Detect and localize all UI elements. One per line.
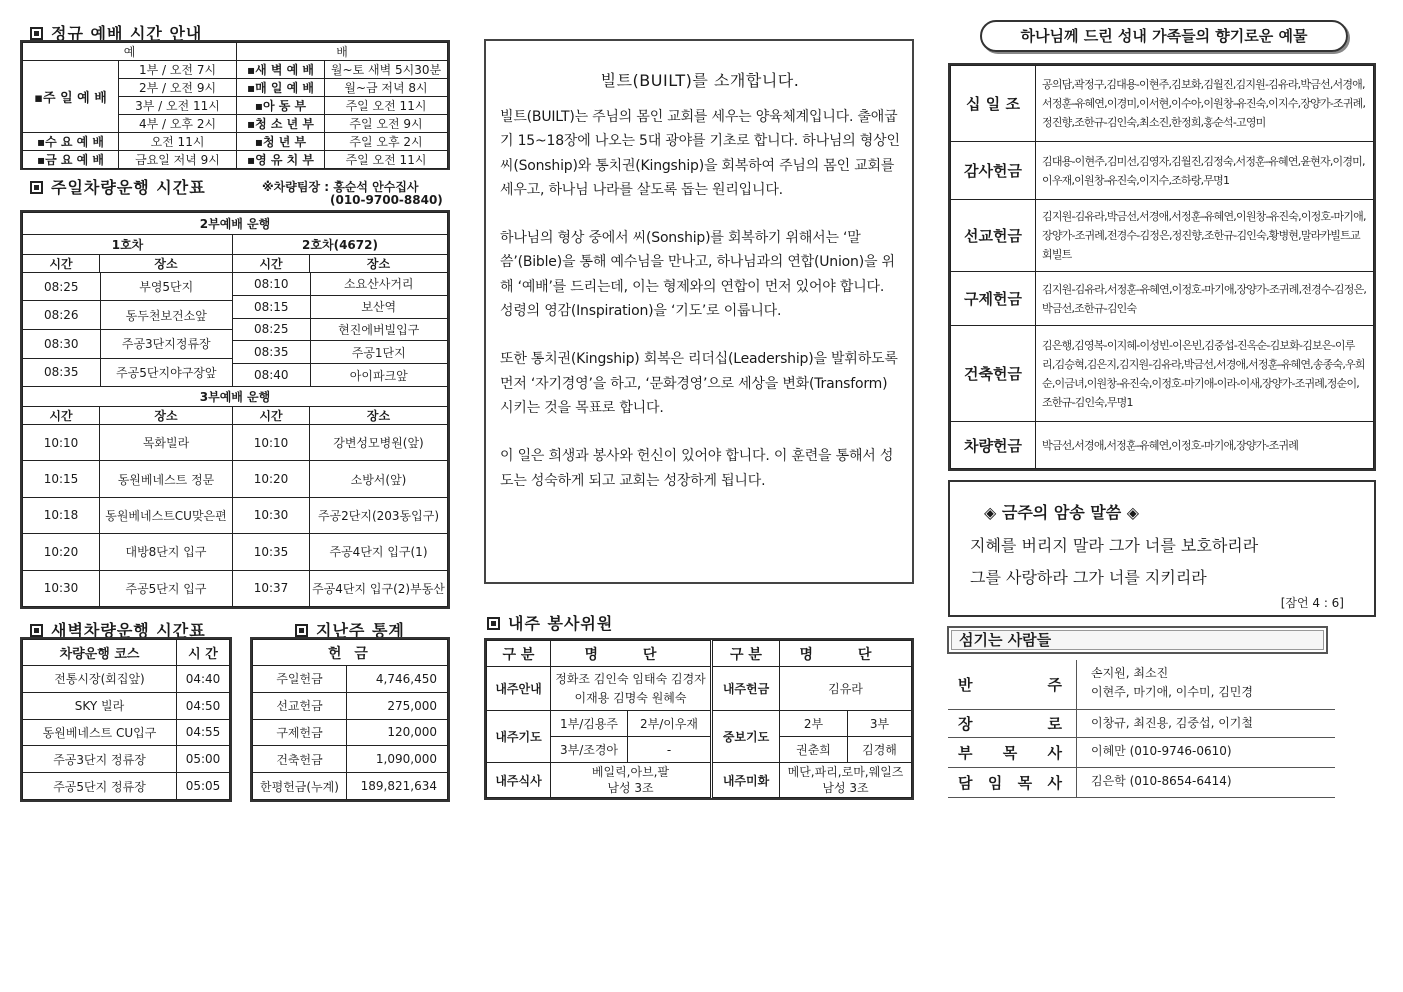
verse-box (948, 480, 1376, 617)
col-list: 명 단 (780, 641, 912, 667)
meal-names: 베일릭,아브,팔 남성 3조 (551, 763, 712, 798)
third-time: 10:35 (233, 534, 310, 570)
people-label: 담 임 목 사 (958, 774, 1062, 792)
giving-label: 선교헌금 (951, 200, 1036, 272)
intro-paragraph: 이 일은 희생과 봉사와 헌신이 있어야 합니다. 이 훈련을 통해서 성도는 성숙하게 되고 교회는 성장하게 됩니다. (500, 448, 894, 489)
service-name: ▪청 소 년 부 (237, 115, 325, 133)
intercession-3-name: 김경해 (848, 737, 912, 763)
col-list: 명 단 (551, 641, 712, 667)
service-name: ▪새 벽 예 배 (237, 61, 325, 79)
sunday-service: 3부 / 오전 11시 (119, 97, 237, 115)
intro-paragraph: 빌트(BUILT)는 주님의 몸인 교회를 세우는 양육체계입니다. 출애굽기 15~18장에 나오는 5대 광야를 기초로 합니다. 하나님의 형상인 씨(Sonship)와 통치권(Kingship)을 회복하여 주님의 몸인 교회를 세우고, 하나님 나라를 살도록 돕는 원리입니다. (500, 109, 900, 198)
third-place: 강변성모병원(앞) (310, 425, 448, 461)
vehicle-manager: ※차량팀장 : 홍순석 안수집사 (262, 180, 419, 194)
prayer-2: 2부/이우재 (628, 711, 712, 737)
second-service-header: 2부예배 운행 (23, 213, 448, 235)
people-value: 이혜만 (010-9746-0610) (1076, 738, 1335, 768)
beauty-names: 메단,파리,로마,웨일즈 남성 3조 (780, 763, 912, 798)
prayer-4: - (628, 737, 712, 763)
third-place: 동원베네스트CU맞은편 (100, 497, 233, 533)
car1-time: 08:26 (23, 301, 100, 330)
worship-title-text: 정규 예배 시간 안내 (51, 24, 203, 43)
car2-place: 보산역 (310, 295, 447, 318)
dawn-time: 05:00 (177, 746, 230, 773)
service-time: 주일 오전 11시 (325, 151, 448, 169)
col-time: 시간 (233, 255, 310, 273)
people-label: 반 주 (958, 676, 1062, 694)
dawn-course: 전통시장(회집앞) (23, 666, 177, 693)
third-place: 동원베네스트 정문 (100, 461, 233, 497)
car1-place: 주공5단지야구장앞 (100, 358, 232, 386)
intro-paragraph: 또한 통치권(Kingship) 회복은 리더십(Leadership)을 발휘하도록 먼저 ‘자기경영’을 하고, ‘문화경영’으로 세상을 변화(Transform) 시키는 것을 목표로 합니다. (500, 351, 898, 416)
service-time: 주일 오전 11시 (325, 97, 448, 115)
people-value: 김은학 (010-8654-6414) (1076, 768, 1335, 798)
service-name: ▪영 유 치 부 (237, 151, 325, 169)
fri-time: 금요일 저녁 9시 (119, 151, 237, 169)
people-label: 장 로 (958, 715, 1062, 733)
stats-amount: 4,746,450 (347, 666, 448, 693)
third-time: 10:15 (23, 461, 100, 497)
service-name: ▪매 일 예 배 (237, 79, 325, 97)
service-name: ▪청 년 부 (237, 133, 325, 151)
worship-header-left: 예 (23, 43, 237, 61)
meal-label: 내주식사 (487, 763, 551, 798)
third-time: 10:10 (233, 425, 310, 461)
car1-cell (23, 273, 233, 387)
sunday-service: 4부 / 오후 2시 (119, 115, 237, 133)
people-row (948, 738, 1335, 768)
fri-label: ▪금 요 예 배 (23, 151, 119, 169)
giving-label: 차량헌금 (951, 422, 1036, 469)
stats-name: 구제헌금 (253, 719, 347, 746)
dawn-time: 04:55 (177, 719, 230, 746)
verse-title: ◈ 금주의 암송 말씀 ◈ (984, 503, 1140, 522)
offering-label: 내주헌금 (712, 667, 780, 711)
giving-names: 김대용-이현주,김미선,김영자,김월진,김정숙,서정훈-유혜연,윤현자,이경미,이우재,이원창-유진숙,이지수,조하랑,무명1 (1036, 142, 1374, 200)
dawn-time: 04:40 (177, 666, 230, 693)
service-time: 주일 오후 2시 (325, 133, 448, 151)
car2-place: 아이파크앞 (310, 364, 447, 386)
square-bullet-icon (30, 181, 43, 194)
intercession-3-label: 3부 (848, 711, 912, 737)
third-time: 10:30 (233, 497, 310, 533)
square-bullet-icon (30, 27, 43, 40)
stats-name: 건축헌금 (253, 746, 347, 773)
third-time: 10:20 (233, 461, 310, 497)
third-time: 10:10 (23, 425, 100, 461)
stats-amount: 275,000 (347, 692, 448, 719)
wed-time: 오전 11시 (119, 133, 237, 151)
sunday-service: 2부 / 오전 9시 (119, 79, 237, 97)
dawn-col-time: 시 간 (177, 640, 230, 666)
vehicle-table (20, 210, 450, 609)
vehicle-section-title (30, 175, 206, 198)
car2-header: 2호차(4672) (233, 235, 448, 255)
third-place: 목화빌라 (100, 425, 233, 461)
dawn-col-course: 차량운행 코스 (23, 640, 177, 666)
car2-place: 소요산사거리 (310, 273, 447, 295)
dawn-time: 04:50 (177, 692, 230, 719)
car2-time: 08:25 (233, 318, 310, 341)
third-service-header: 3부예배 운행 (23, 387, 448, 407)
sunday-label: ▪주 일 예 배 (23, 61, 119, 133)
dawn-time: 05:05 (177, 773, 230, 800)
dawn-course: SKY 빌라 (23, 692, 177, 719)
stats-name: 한평헌금(누계) (253, 773, 347, 800)
third-place: 주공2단지(203동입구) (310, 497, 448, 533)
intercession-2-label: 2부 (780, 711, 848, 737)
col-div: 구 분 (712, 641, 780, 667)
stats-table (250, 637, 450, 802)
col-div: 구 분 (487, 641, 551, 667)
stats-amount: 189,821,634 (347, 773, 448, 800)
car2-time: 08:10 (233, 273, 310, 295)
col-time: 시간 (23, 407, 100, 425)
third-place: 소방서(앞) (310, 461, 448, 497)
square-bullet-icon (487, 617, 500, 630)
dawn-course: 주공5단지 정류장 (23, 773, 177, 800)
giving-names: 김지원-김유라,박금선,서경애,서정훈-유혜연,이원창-유진숙,이정호-마기애,장양가-조귀례,전경수-김정은,정진향,조한규-김인숙,황병현,말라카빌트교회빌트 (1036, 200, 1374, 272)
car2-cell (233, 273, 448, 387)
dawn-table (20, 637, 232, 802)
verse-reference: [잠언 4 : 6] (1280, 596, 1344, 610)
car2-time: 08:35 (233, 341, 310, 364)
giving-label: 감사헌금 (951, 142, 1036, 200)
verse-line-1: 지혜를 버리지 말라 그가 너를 보호하리라 (970, 536, 1259, 555)
intro-paragraph: 하나님의 형상 중에서 씨(Sonship)를 회복하기 위해서는 ‘말씀’(Bible)을 통해 예수님을 만나고, 하나님과의 연합(Union)을 위해 ‘예배’를 드리는데, 이는 형제와의 연합이 먼저 있어야 합니다. 성령의 영감(Inspiration)을 ‘기도’로 이룹니다. (500, 230, 895, 320)
service-time: 주일 오전 9시 (325, 115, 448, 133)
people-value: 손지원, 최소진 이현주, 마기애, 이수미, 김민경 (1076, 660, 1335, 710)
vehicle-title-text: 주일차량운행 시간표 (51, 178, 206, 197)
col-place: 장소 (310, 255, 448, 273)
stats-amount: 120,000 (347, 719, 448, 746)
service-time: 월~금 저녁 8시 (325, 79, 448, 97)
third-time: 10:20 (23, 534, 100, 570)
service-name: ▪아 동 부 (237, 97, 325, 115)
offering-name: 김유라 (780, 667, 912, 711)
intercession-label: 중보기도 (712, 711, 780, 763)
giving-label: 건축헌금 (951, 326, 1036, 422)
col-place: 장소 (310, 407, 448, 425)
people-list (948, 660, 1335, 798)
stats-name: 주일헌금 (253, 666, 347, 693)
giving-names: 박금선,서경애,서정훈-유혜연,이정호-마기애,장양가-조귀례 (1036, 422, 1374, 469)
car1-header: 1호차 (23, 235, 233, 255)
worship-table (20, 40, 450, 170)
stats-name: 선교헌금 (253, 692, 347, 719)
dawn-title-text: 새벽차량운행 시간표 (51, 621, 206, 640)
car2-place: 주공1단지 (310, 341, 447, 364)
car1-place: 주공3단지정류장 (100, 329, 232, 358)
col-time: 시간 (23, 255, 100, 273)
giving-names: 김은행,김영복-이지혜-이성빈-이은빈,김중섭-진옥순-김보화-김보은-이루리,김승혁,김은지,김지원-김유라,박금선,서경애,서정훈-유혜연,송종숙,우희순,이금녀,이원창-유진숙,이정호-마기애-이라-이새,장양가-조귀례,정순이,조한규-김인숙,무명1 (1036, 326, 1374, 422)
built-intro-title: 빌트(BUILT)를 소개합니다. (600, 71, 800, 90)
third-time: 10:18 (23, 497, 100, 533)
verse-line-2: 그를 사랑하라 그가 너를 지키리라 (970, 568, 1207, 587)
wed-label: ▪수 요 예 배 (23, 133, 119, 151)
built-intro-box (484, 39, 914, 584)
giving-label: 십 일 조 (951, 66, 1036, 142)
sunday-service: 1부 / 오전 7시 (119, 61, 237, 79)
square-bullet-icon (30, 624, 43, 637)
car1-time: 08:30 (23, 329, 100, 358)
car2-time: 08:15 (233, 295, 310, 318)
people-label: 부 목 사 (958, 744, 1062, 762)
third-place: 주공4단지 입구(1) (310, 534, 448, 570)
car2-time: 08:40 (233, 364, 310, 386)
third-place: 주공5단지 입구 (100, 570, 233, 606)
people-title: 섬기는 사람들 (947, 626, 1328, 654)
service-section-title (487, 611, 613, 634)
prayer-3: 3부/조경아 (551, 737, 628, 763)
worship-header-right: 배 (237, 43, 448, 61)
vehicle-phone: (010-9700-8840) (330, 193, 443, 207)
third-place: 주공4단지 입구(2)부동산 (310, 570, 448, 606)
giving-names: 공의담,곽정구,김대용-이현주,김보화,김월진,김지원-김유라,박금선,서경애,서정훈-유혜연,이경미,이서현,이수아,이원창-유진숙,이지수,장양가-조귀례,정진향,조한규-김인숙,최소진,한정희,홍순석-고영미 (1036, 66, 1374, 142)
col-place: 장소 (100, 255, 233, 273)
third-time: 10:37 (233, 570, 310, 606)
prayer-label: 내주기도 (487, 711, 551, 763)
dawn-course: 주공3단지 정류장 (23, 746, 177, 773)
stats-title-text: 지난주 통계 (316, 621, 405, 640)
beauty-label: 내주미화 (712, 763, 780, 798)
car1-time: 08:35 (23, 358, 100, 386)
car1-place: 부영5단지 (100, 273, 232, 301)
intercession-2-name: 권춘희 (780, 737, 848, 763)
car1-place: 동두천보건소앞 (100, 301, 232, 330)
col-time: 시간 (233, 407, 310, 425)
people-row (948, 660, 1335, 710)
giving-table (948, 63, 1376, 471)
guide-names: 정화조 김인숙 임태숙 김경자 이재용 김명숙 원혜숙 (551, 667, 712, 711)
people-value: 이창규, 최진용, 김중섭, 이기철 (1076, 710, 1335, 738)
giving-label: 구제헌금 (951, 272, 1036, 326)
car2-place: 현진에버빌입구 (310, 318, 447, 341)
square-bullet-icon (295, 624, 308, 637)
prayer-1: 1부/김용주 (551, 711, 628, 737)
service-title-text: 내주 봉사위원 (508, 614, 614, 633)
col-place: 장소 (100, 407, 233, 425)
service-time: 월~토 새벽 5시30분 (325, 61, 448, 79)
stats-amount: 1,090,000 (347, 746, 448, 773)
dawn-course: 동원베네스트 CU입구 (23, 719, 177, 746)
stats-header: 헌 금 (253, 640, 448, 666)
people-row (948, 768, 1335, 798)
people-row (948, 710, 1335, 738)
giving-title: 하나님께 드린 성내 가족들의 향기로운 예물 (980, 20, 1348, 52)
third-place: 대방8단지 입구 (100, 534, 233, 570)
third-time: 10:30 (23, 570, 100, 606)
giving-names: 김지원-김유라,서정훈-유혜연,이정호-마기애,장양가-조귀례,전경수-김정은,박금선,조한규-김인숙 (1036, 272, 1374, 326)
car1-time: 08:25 (23, 273, 100, 301)
guide-label: 내주안내 (487, 667, 551, 711)
service-table (484, 638, 914, 800)
